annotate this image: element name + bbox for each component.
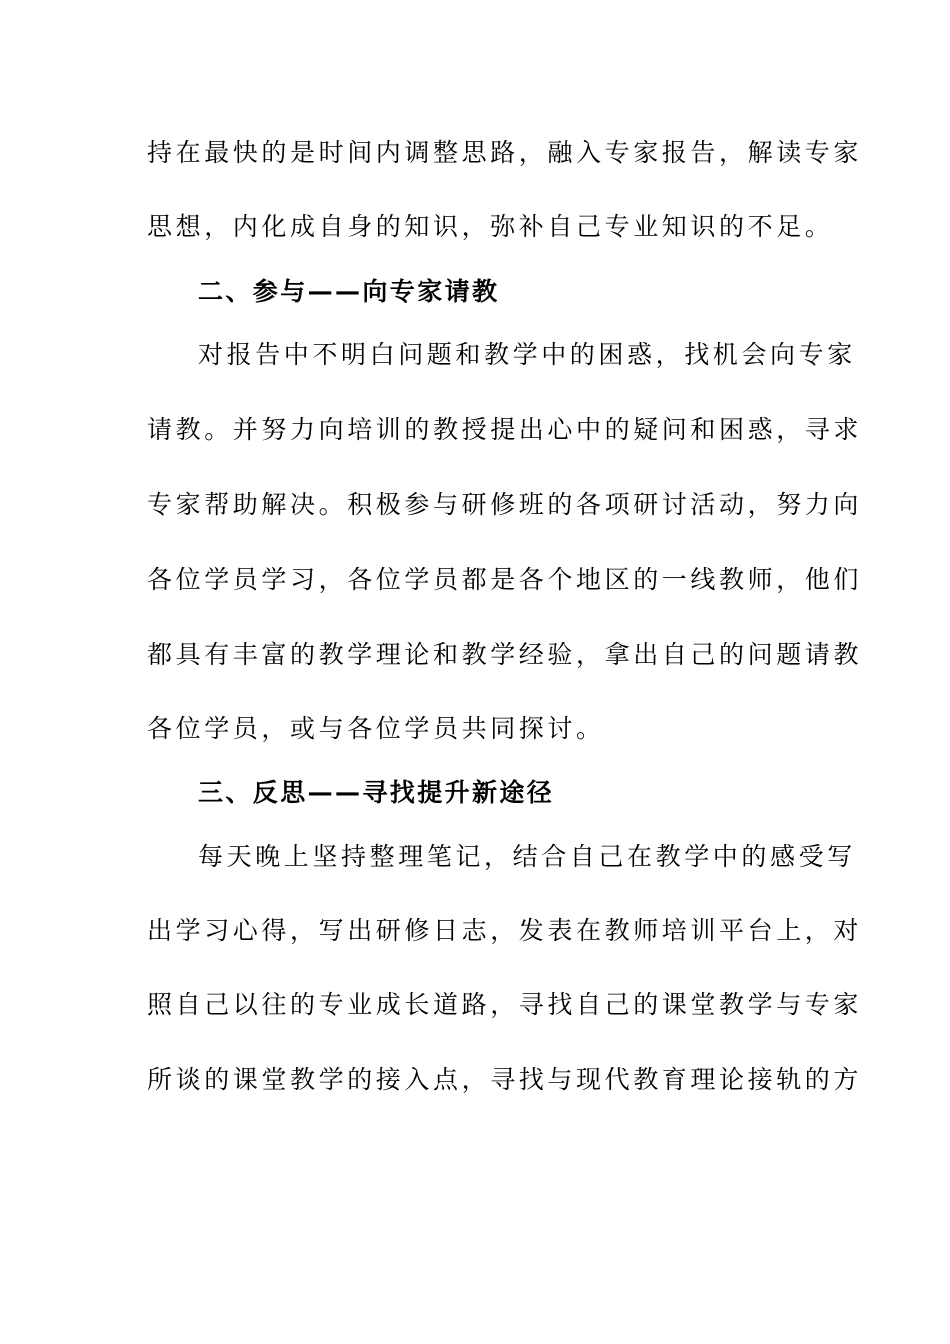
body-text-line: 各位学员，或与各位学员共同探讨。 [147,714,605,743]
section-heading: 三、反思——寻找提升新途径 [198,778,555,807]
body-text-line: 持在最快的是时间内调整思路，融入专家报告，解读专家 [147,138,863,167]
paragraph-first-line: 对报告中不明白问题和教学中的困惑，找机会向专家 [198,340,856,369]
body-text-line: 都具有丰富的教学理论和教学经验，拿出自己的问题请教 [147,640,863,669]
body-text-line: 专家帮助解决。积极参与研修班的各项研讨活动，努力向 [147,490,863,519]
body-text-line: 照自己以往的专业成长道路，寻找自己的课堂教学与专家 [147,990,863,1019]
body-text-line: 各位学员学习，各位学员都是各个地区的一线教师，他们 [147,565,863,594]
body-text-line: 请教。并努力向培训的教授提出心中的疑问和困惑，寻求 [147,415,863,444]
body-text-line: 所谈的课堂教学的接入点，寻找与现代教育理论接轨的方 [147,1065,863,1094]
section-heading: 二、参与——向专家请教 [198,277,500,306]
body-text-line: 思想，内化成自身的知识，弥补自己专业知识的不足。 [147,212,834,241]
body-text-line: 出学习心得，写出研修日志，发表在教师培训平台上，对 [147,916,863,945]
paragraph-first-line: 每天晚上坚持整理笔记，结合自己在教学中的感受写 [198,842,856,871]
